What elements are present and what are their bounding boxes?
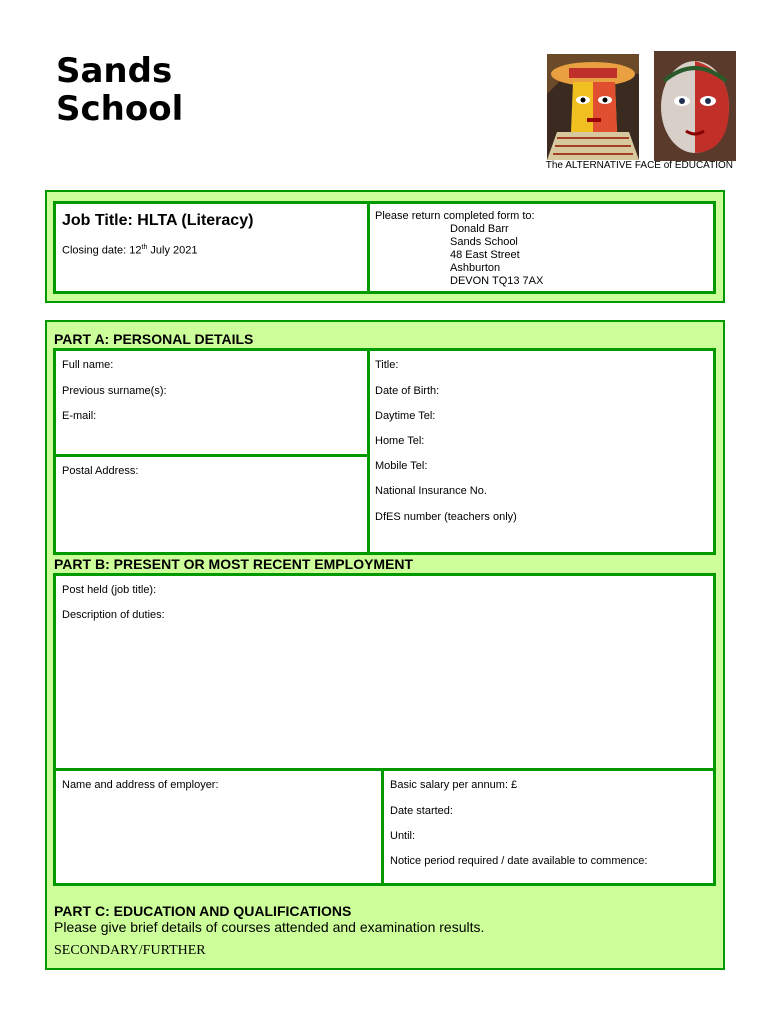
- part-c-instructions: Please give brief details of courses attended and examination results.: [54, 919, 485, 935]
- part-c-heading: PART C: EDUCATION AND QUALIFICATIONS: [54, 903, 352, 919]
- closing-date-suffix: July 2021: [147, 244, 198, 257]
- address-line: 48 East Street: [450, 249, 520, 261]
- return-intro: Please return completed form to:: [375, 210, 535, 222]
- post-held-label: Post held (job title):: [62, 584, 157, 596]
- school-name-line2: School: [56, 89, 184, 129]
- notice-label: Notice period required / date available to commence:: [390, 855, 648, 867]
- part-b-heading: PART B: PRESENT OR MOST RECENT EMPLOYMENT: [54, 556, 414, 572]
- previous-surnames-label: Previous surname(s):: [62, 385, 167, 397]
- school-name-line1: Sands: [56, 51, 173, 91]
- employer-cell[interactable]: [53, 768, 384, 886]
- job-info-box: [45, 190, 725, 303]
- until-label: Until:: [390, 830, 416, 842]
- salary-cell[interactable]: [381, 768, 716, 886]
- cubist-portrait-image: [547, 54, 639, 160]
- mobile-tel-label: Mobile Tel:: [375, 460, 428, 472]
- date-started-label: Date started:: [390, 805, 453, 817]
- home-tel-label: Home Tel:: [375, 435, 425, 447]
- personal-details-left-cell[interactable]: [53, 348, 370, 457]
- return-address-cell: [367, 201, 716, 294]
- address-line: DEVON TQ13 7AX: [450, 275, 544, 287]
- job-title-cell: [53, 201, 370, 294]
- tagline: The ALTERNATIVE FACE of EDUCATION: [545, 160, 733, 171]
- personal-details-right-cell[interactable]: [367, 348, 716, 555]
- email-label: E-mail:: [62, 410, 97, 422]
- daytime-tel-label: Daytime Tel:: [375, 410, 436, 422]
- address-line: Sands School: [450, 236, 518, 248]
- painted-face-image: [654, 51, 736, 161]
- full-name-label: Full name:: [62, 359, 114, 371]
- part-c-subheading: SECONDARY/FURTHER: [54, 943, 206, 958]
- return-address-lines: [450, 223, 543, 288]
- address-line: Donald Barr: [450, 223, 509, 235]
- part-a-heading: PART A: PERSONAL DETAILS: [54, 331, 254, 347]
- dob-label: Date of Birth:: [375, 385, 440, 397]
- postal-address-cell[interactable]: [53, 454, 370, 555]
- dfes-number-label: DfES number (teachers only): [375, 511, 517, 523]
- closing-date-sup: th: [141, 244, 148, 251]
- title-label: Title:: [375, 359, 399, 371]
- salary-label: Basic salary per annum: £: [390, 779, 518, 791]
- postal-address-label: Postal Address:: [62, 465, 139, 477]
- employer-label: Name and address of employer:: [62, 779, 219, 791]
- job-title: Job Title: HLTA (Literacy): [62, 212, 254, 229]
- ni-number-label: National Insurance No.: [375, 485, 487, 497]
- closing-date-prefix: Closing date: 12: [62, 244, 142, 257]
- duties-label: Description of duties:: [62, 609, 165, 621]
- application-form-box: [45, 320, 725, 970]
- address-line: Ashburton: [450, 262, 501, 274]
- closing-date: [62, 244, 198, 257]
- school-name: [56, 52, 183, 128]
- employment-duties-cell[interactable]: [53, 573, 716, 771]
